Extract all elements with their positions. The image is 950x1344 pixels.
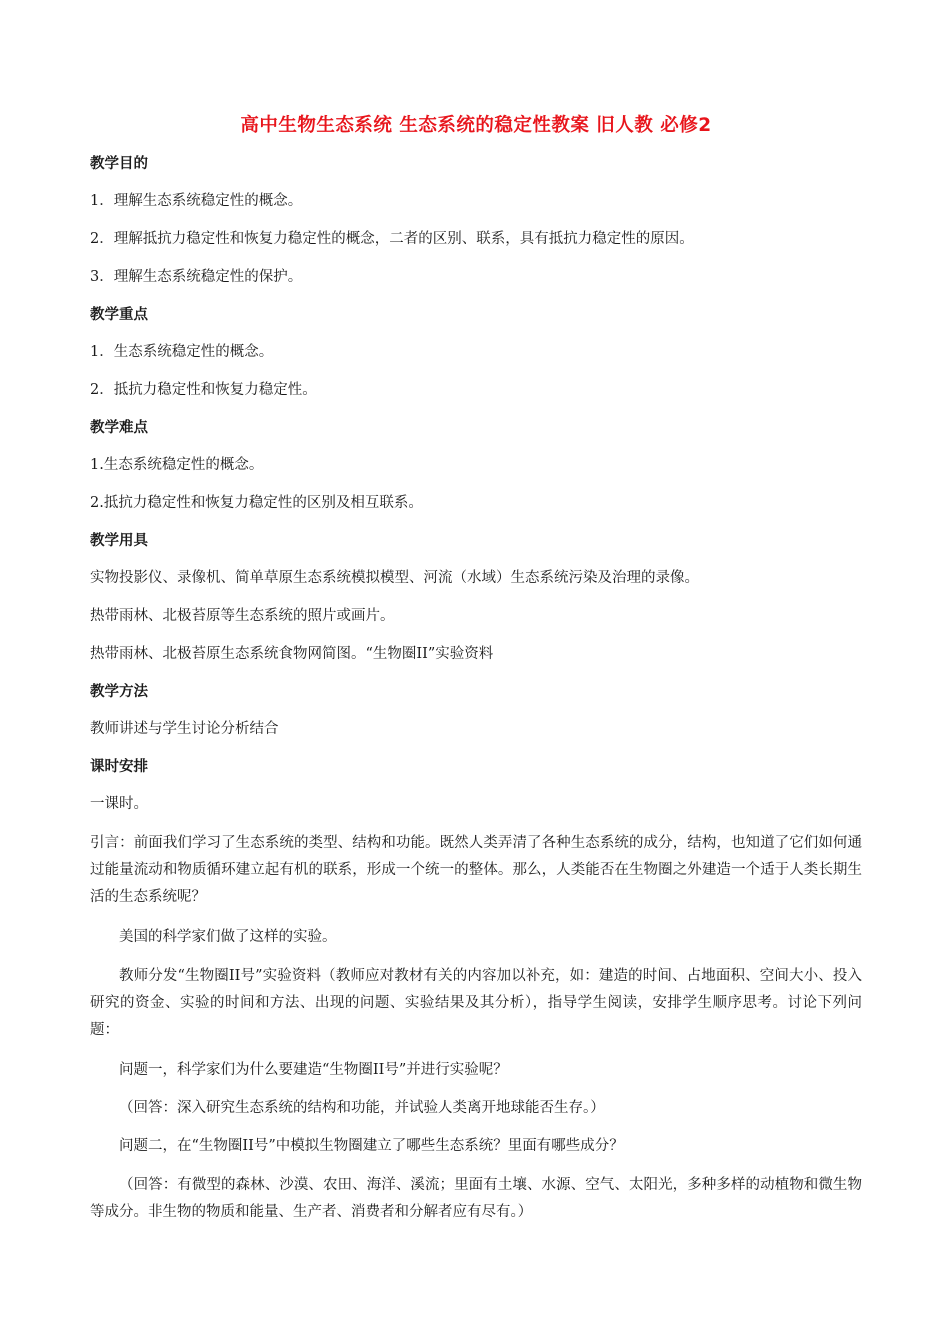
distribute-paragraph: 教师分发“生物圈II号”实验资料（教师应对教材有关的内容加以补充，如：建造的时间、占地面积、空间大小、投入研究的资金、实验的时间和方法、出现的问题、实验结果及其分析），指导学生阅读，安排学生顺序思考。讨论下列问题： — [90, 968, 862, 1038]
section-heading-objectives: 教学目的 — [90, 156, 148, 172]
key-point-item: 1．生态系统稳定性的概念。 — [90, 344, 274, 360]
section-heading-schedule: 课时安排 — [90, 759, 148, 775]
schedule-item: 一课时。 — [90, 796, 148, 812]
objective-item: 3．理解生态系统稳定性的保护。 — [90, 269, 303, 285]
document-title: 高中生物生态系统 生态系统的稳定性教案 旧人教 必修2 — [240, 115, 712, 136]
difficulty-item: 1.生态系统稳定性的概念。 — [90, 457, 264, 473]
experiment-paragraph: 美国的科学家们做了这样的实验。 — [119, 929, 337, 945]
intro-paragraph: 引言：前面我们学习了生态系统的类型、结构和功能。既然人类弄清了各种生态系统的成分，结构，也知道了它们如何通过能量流动和物质循环建立起有机的联系，形成一个统一的整体。那么，人类能否在生物圈之外建造一个适于人类长期生活的生态系统呢？ — [90, 835, 862, 905]
objective-item: 2．理解抵抗力稳定性和恢复力稳定性的概念，二者的区别、联系，具有抵抗力稳定性的原因。 — [90, 231, 694, 247]
answer-two: （回答：有微型的森林、沙漠、农田、海洋、溪流；里面有土壤、水源、空气、太阳光，多种多样的动植物和微生物等成分。非生物的物质和能量、生产者、消费者和分解者应有尽有。） — [90, 1177, 862, 1220]
key-point-item: 2．抵抗力稳定性和恢复力稳定性。 — [90, 382, 317, 398]
answer-one: （回答：深入研究生态系统的结构和功能，并试验人类离开地球能否生存。） — [119, 1100, 605, 1116]
section-heading-difficulties: 教学难点 — [90, 420, 148, 436]
section-heading-tools: 教学用具 — [90, 533, 148, 549]
document-page — [90, 112, 862, 1240]
difficulty-item: 2.抵抗力稳定性和恢复力稳定性的区别及相互联系。 — [90, 495, 423, 511]
tool-item: 热带雨林、北极苔原等生态系统的照片或画片。 — [90, 608, 395, 624]
tool-item: 实物投影仪、录像机、简单草原生态系统模拟模型、河流（水域）生态系统污染及治理的录像。 — [90, 570, 699, 586]
question-two: 问题二，在“生物圈II号”中模拟生物圈建立了哪些生态系统？里面有哪些成分？ — [119, 1138, 624, 1154]
section-heading-key-points: 教学重点 — [90, 307, 148, 323]
method-item: 教师讲述与学生讨论分析结合 — [90, 721, 279, 737]
section-heading-methods: 教学方法 — [90, 684, 148, 700]
question-one: 问题一，科学家们为什么要建造“生物圈II号”并进行实验呢？ — [119, 1062, 508, 1078]
objective-item: 1．理解生态系统稳定性的概念。 — [90, 193, 303, 209]
tool-item: 热带雨林、北极苔原生态系统食物网简图。“生物圈II”实验资料 — [90, 646, 494, 662]
